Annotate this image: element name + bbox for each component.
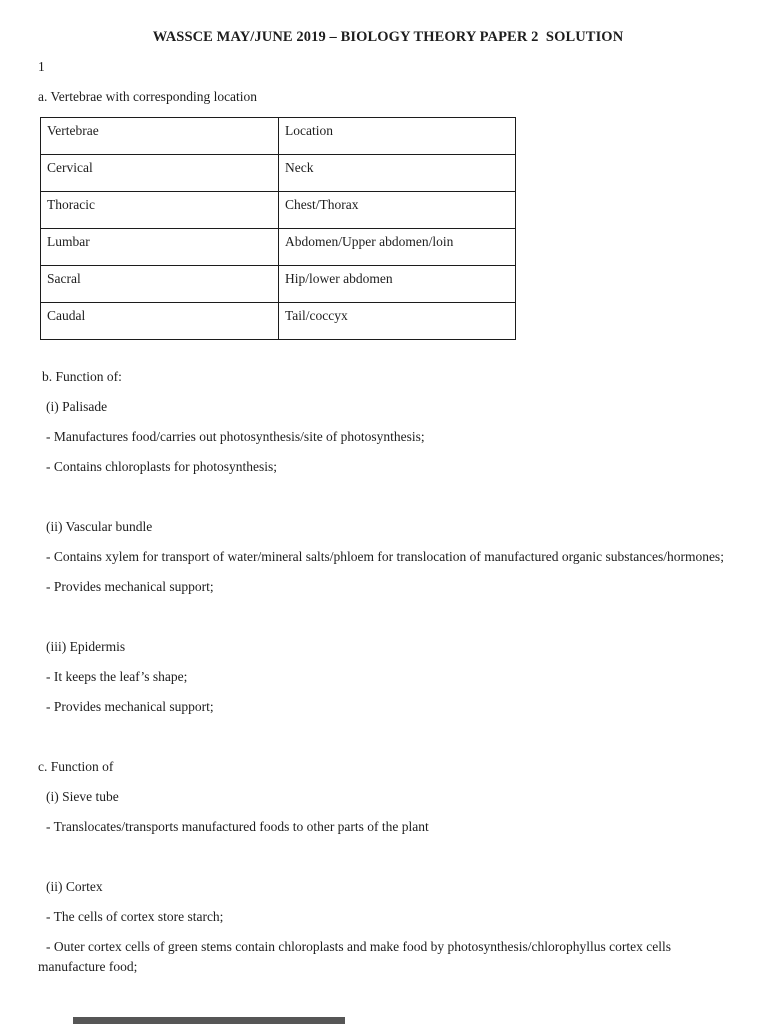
page-title: WASSCE MAY/JUNE 2019 – BIOLOGY THEORY PAPER 2 SOLUTION	[152, 29, 624, 45]
vertebrae-location-table	[40, 117, 516, 340]
item-label-cortex: (ii) Cortex	[46, 879, 103, 894]
answer-point: - Manufactures food/carries out photosynthesis/site of photosynthesis;	[46, 429, 425, 444]
table-cell-vertebra: Caudal	[41, 303, 279, 340]
item-label-epidermis: (iii) Epidermis	[46, 639, 126, 654]
item-label-vascular-bundle: (ii) Vascular bundle	[46, 519, 153, 534]
table-row	[41, 266, 516, 303]
blank-line	[38, 607, 738, 637]
section-c	[38, 757, 738, 977]
table-cell-vertebra: Lumbar	[41, 229, 279, 266]
table-row	[41, 192, 516, 229]
blank-line	[38, 847, 738, 877]
table-cell-vertebra: Sacral	[41, 266, 279, 303]
table-cell-location: Tail/coccyx	[279, 303, 516, 340]
table-header-location: Location	[279, 118, 516, 155]
answer-point: - It keeps the leaf’s shape;	[46, 669, 188, 684]
table-cell-location: Chest/Thorax	[279, 192, 516, 229]
table-cell-location: Neck	[279, 155, 516, 192]
blank-line	[38, 487, 738, 517]
answer-point: - Contains chloroplasts for photosynthesis;	[46, 459, 277, 474]
cutoff-next-table-edge	[73, 1017, 345, 1024]
table-cell-vertebra: Cervical	[41, 155, 279, 192]
section-b	[38, 367, 738, 757]
table-row	[41, 229, 516, 266]
item-label-sieve-tube: (i) Sieve tube	[46, 789, 119, 804]
answer-point: - Provides mechanical support;	[46, 699, 214, 714]
table-header-row	[41, 118, 516, 155]
table-header-vertebrae: Vertebrae	[41, 118, 279, 155]
answer-point: - The cells of cortex store starch;	[46, 909, 224, 924]
table-cell-vertebra: Thoracic	[41, 192, 279, 229]
section-b-heading: b. Function of:	[42, 369, 122, 384]
table-cell-location: Abdomen/Upper abdomen/loin	[279, 229, 516, 266]
question-number: 1	[38, 59, 45, 74]
section-a-heading: a. Vertebrae with corresponding location	[38, 89, 258, 104]
answer-point: - Translocates/transports manufactured foods to other parts of the plant	[46, 819, 429, 834]
blank-line	[38, 727, 738, 757]
table-row	[41, 155, 516, 192]
answer-point: - Contains xylem for transport of water/mineral salts/phloem for translocation of manufactured organic substances/hormones;	[46, 549, 724, 564]
answer-point: - Outer cortex cells of green stems contain chloroplasts and make food by photosynthesis/chlorophyllus cortex cells manufacture food;	[38, 939, 671, 974]
section-c-heading: c. Function of	[38, 759, 114, 774]
answer-point: - Provides mechanical support;	[46, 579, 214, 594]
item-label-palisade: (i) Palisade	[46, 399, 108, 414]
table-cell-location: Hip/lower abdomen	[279, 266, 516, 303]
table-row	[41, 303, 516, 340]
